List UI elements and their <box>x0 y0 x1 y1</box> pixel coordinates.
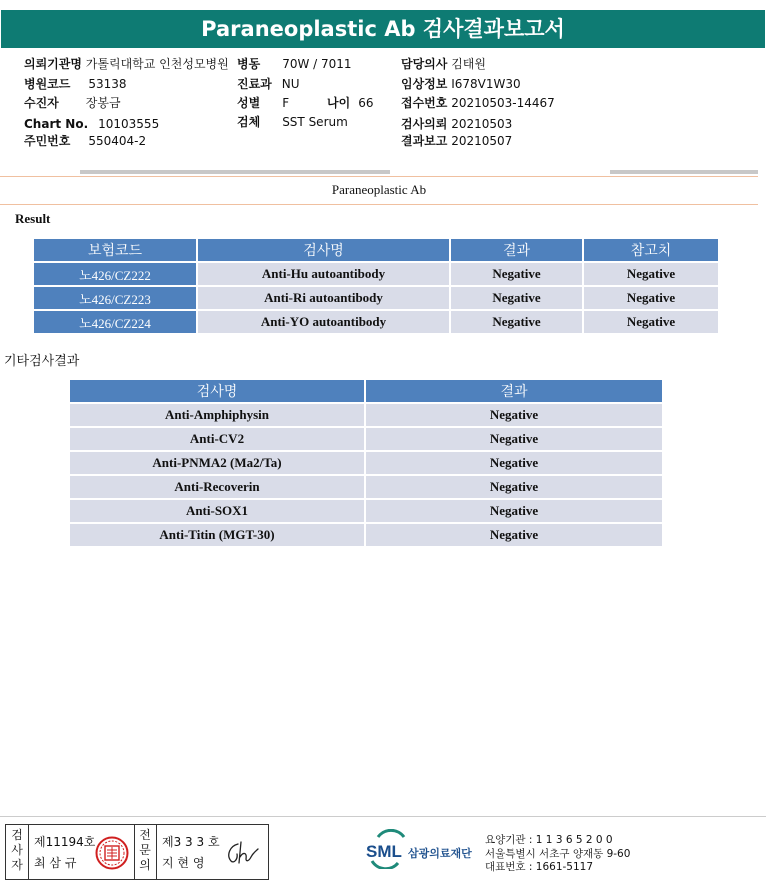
result-cell: Negative <box>366 476 662 498</box>
examiner-label-char: 사 <box>11 843 23 857</box>
org-code: 요양기관 : 1 1 3 6 5 2 0 0 <box>485 834 613 846</box>
info-row-resident-no <box>24 134 146 148</box>
reference-cell: Negative <box>584 311 718 333</box>
label-report-date: 결과보고 <box>401 134 448 148</box>
value-clinical-info: I678V1W30 <box>451 77 521 91</box>
specialist-name: 지 현 영 <box>162 856 205 870</box>
examiner-seal-icon <box>95 836 129 870</box>
org-phone: 대표번호 : 1661-5117 <box>485 861 594 873</box>
section-line-bottom <box>0 204 758 205</box>
table-row <box>70 524 662 546</box>
info-row-chart-no <box>24 117 159 131</box>
table-row <box>70 404 662 426</box>
test-name-cell: Anti-Ri autoantibody <box>198 287 449 309</box>
sml-logo-icon <box>364 829 484 869</box>
result-cell: Negative <box>366 524 662 546</box>
specialist-label-char: 전 <box>139 828 151 842</box>
label-department: 진료과 <box>237 77 272 91</box>
specialist-label-char: 의 <box>139 858 151 872</box>
table-row <box>70 500 662 522</box>
signature-box <box>5 824 269 880</box>
org-address: 서울특별시 서초구 양재동 9-60 <box>485 847 631 860</box>
value-doctor: 김태원 <box>451 57 486 71</box>
footer-divider <box>0 816 766 817</box>
sig-divider <box>134 825 135 879</box>
reference-cell: Negative <box>584 263 718 285</box>
result-table <box>32 237 720 335</box>
info-row-receipt-no <box>401 96 555 110</box>
specialist-label-char: 문 <box>139 843 151 857</box>
info-row-ward <box>237 57 352 71</box>
info-row-department <box>237 77 300 91</box>
insurance-code-cell: 노426/CZ223 <box>34 287 196 309</box>
test-name-cell: Anti-PNMA2 (Ma2/Ta) <box>70 452 364 474</box>
label-chart-no: Chart No. <box>24 117 89 131</box>
value-request-date: 20210503 <box>451 117 513 131</box>
test-name-cell: Anti-Titin (MGT-30) <box>70 524 364 546</box>
table-row <box>70 428 662 450</box>
org-info <box>485 834 630 875</box>
info-row-patient <box>24 96 121 110</box>
value-receipt-no: 20210503-14467 <box>451 96 555 110</box>
specialist-vertical-label <box>137 828 153 873</box>
table-row <box>34 287 718 309</box>
info-row-hospital-code <box>24 77 127 91</box>
header-test-name: 검사명 <box>70 380 364 402</box>
value-report-date: 20210507 <box>451 134 513 148</box>
other-tests-label: 기타검사결과 <box>4 354 80 369</box>
test-name-cell: Anti-YO autoantibody <box>198 311 449 333</box>
test-name-cell: Anti-CV2 <box>70 428 364 450</box>
header-result: 결과 <box>366 380 662 402</box>
insurance-code-cell: 노426/CZ222 <box>34 263 196 285</box>
reference-cell: Negative <box>584 287 718 309</box>
test-name-cell: Anti-Recoverin <box>70 476 364 498</box>
label-hospital-code: 병원코드 <box>24 77 71 91</box>
label-institution: 의뢰기관명 <box>24 57 82 71</box>
sml-logo <box>364 829 484 873</box>
label-age: 나이 <box>327 96 351 110</box>
sig-divider <box>156 825 157 879</box>
table-row <box>70 452 662 474</box>
result-cell: Negative <box>366 452 662 474</box>
label-sex: 성별 <box>237 96 261 110</box>
section-title: Paraneoplastic Ab <box>331 182 427 197</box>
result-cell: Negative <box>451 287 582 309</box>
section-line-top <box>0 176 758 177</box>
value-institution: 가톨릭대학교 인천성모병원 <box>85 57 229 71</box>
label-resident-no: 주민번호 <box>24 134 71 148</box>
specialist-license-no: 제3 3 3 호 <box>162 835 220 849</box>
label-receipt-no: 접수번호 <box>401 96 448 110</box>
info-row-report-date <box>401 134 512 148</box>
logo-text: SML <box>366 842 402 861</box>
info-row-specimen <box>237 115 348 129</box>
result-label: Result <box>15 211 51 226</box>
info-row-institution <box>24 57 229 71</box>
other-tests-table <box>68 378 664 548</box>
header-insurance-code: 보험코드 <box>34 239 196 261</box>
examiner-license-no: 제11194호 <box>34 835 96 849</box>
label-ward: 병동 <box>237 57 261 71</box>
report-title: Paraneoplastic Ab 검사결과보고서 <box>1 10 765 48</box>
test-name-cell: Anti-Hu autoantibody <box>198 263 449 285</box>
value-department: NU <box>281 77 300 91</box>
insurance-code-cell: 노426/CZ224 <box>34 311 196 333</box>
sig-divider <box>28 825 29 879</box>
table-row <box>34 263 718 285</box>
result-cell: Negative <box>366 500 662 522</box>
value-specimen: SST Serum <box>282 115 348 129</box>
result-cell: Negative <box>366 428 662 450</box>
value-chart-no: 10103555 <box>98 117 160 131</box>
info-row-clinical-info <box>401 77 521 91</box>
result-table-header <box>34 239 718 261</box>
result-cell: Negative <box>366 404 662 426</box>
test-name-cell: Anti-SOX1 <box>70 500 364 522</box>
examiner-name: 최 삼 규 <box>34 856 77 870</box>
info-row-age <box>327 96 373 110</box>
value-hospital-code: 53138 <box>88 77 127 91</box>
other-table-header <box>70 380 662 402</box>
label-specimen: 검체 <box>237 115 261 129</box>
label-request-date: 검사의뢰 <box>401 117 448 131</box>
logo-org-name: 삼광의료재단 <box>408 847 472 860</box>
value-patient: 장봉금 <box>85 96 121 110</box>
label-doctor: 담당의사 <box>401 57 448 71</box>
header-test-name: 검사명 <box>198 239 449 261</box>
value-ward: 70W / 7011 <box>282 57 352 71</box>
value-age: 66 <box>358 96 374 110</box>
header-reference: 참고치 <box>584 239 718 261</box>
separator-bar-left <box>80 170 390 174</box>
examiner-label-char: 자 <box>11 858 23 872</box>
info-row-request-date <box>401 117 512 131</box>
specialist-signature-icon <box>224 839 260 867</box>
info-row-doctor <box>401 57 486 71</box>
separator-bar-right <box>610 170 758 174</box>
label-patient: 수진자 <box>24 96 59 110</box>
value-sex: F <box>282 96 290 110</box>
label-clinical-info: 임상정보 <box>401 77 448 91</box>
table-row <box>34 311 718 333</box>
examiner-label-char: 검 <box>11 828 23 842</box>
result-cell: Negative <box>451 263 582 285</box>
examiner-vertical-label <box>9 828 25 873</box>
test-name-cell: Anti-Amphiphysin <box>70 404 364 426</box>
info-row-sex <box>237 96 289 110</box>
value-resident-no: 550404-2 <box>88 134 147 148</box>
table-row <box>70 476 662 498</box>
result-cell: Negative <box>451 311 582 333</box>
header-result: 결과 <box>451 239 582 261</box>
